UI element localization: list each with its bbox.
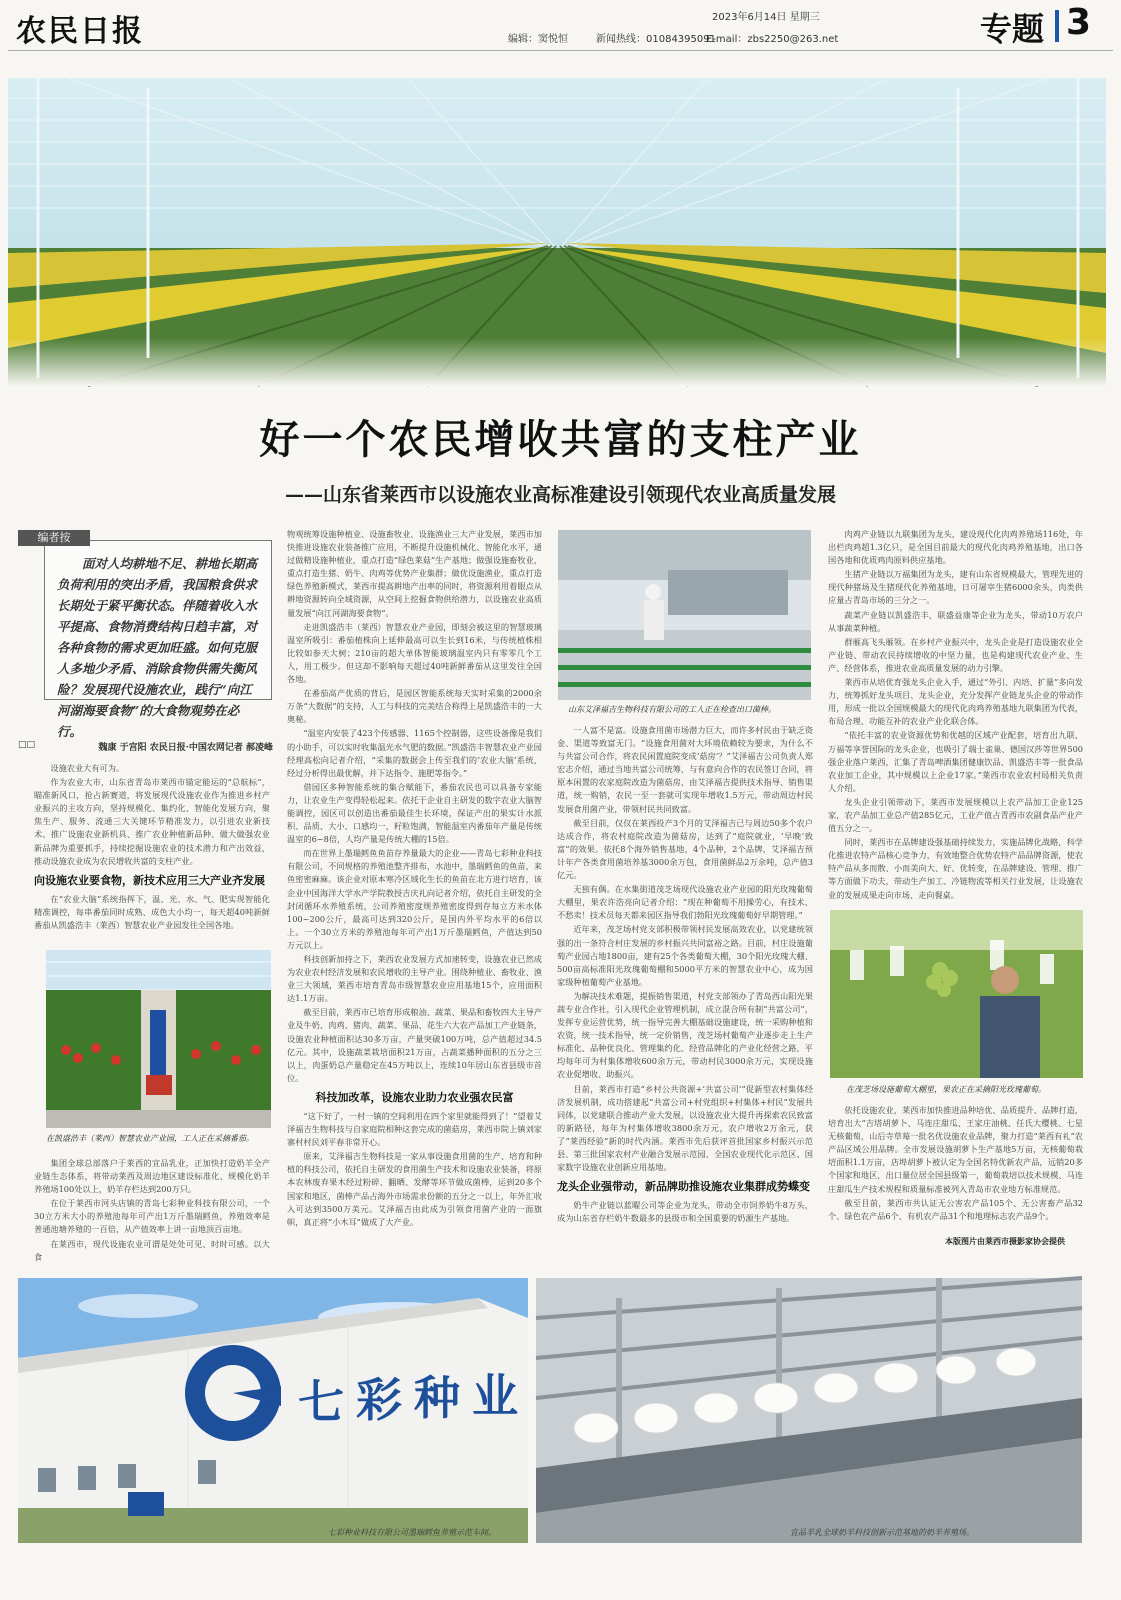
paragraph: 为解决技术难题，提振销售渠道，村党支部领办了青岛西山阳光果蔬专业合作社，引入现代企业管理机制，成立混合所有制“共富公司”，发挥专业运营优势，统一指导完善大棚基础设施建设，统一采购种植和农资，统一技术指导，统一定价销售，茂芝场村葡萄产业逐步走上生产标准化、品种优良化、管理集约化、经营品牌化的产业化经营之路，平均每年可为村集体增收600余万元，带动村民3000余万元，实现设施农业促增收、助振兴。 xyxy=(557,990,813,1080)
column-1-bottom xyxy=(34,1157,270,1262)
column-2 xyxy=(287,528,542,1246)
mushroom-factory-photo xyxy=(558,530,811,700)
paragraph: 目前，莱西市打造“乡村公共资源+‘共富公司’”促新型农村集体经济发展机制，成功搭建起“共富公司+村党组织+村集体+村民”发展共同体，以党建联合推动产业大发展，以设施农业大提升再探索农民致富的新路径，每年为村集体增收3800余万元，农户增收2万余元，获了“莱西经验”新的时代内涵。莱西市先后获评首批国家乡村振兴示范县、第三批国家农村产业融合发展示范园、全国农业现代化示范区、国家数字设施农业创新应用基地。 xyxy=(557,1083,813,1173)
main-headline: 好一个农民增收共富的支柱产业 xyxy=(259,416,862,463)
tomato-greenhouse-photo xyxy=(46,950,271,1128)
paragraph: 而在世界上墨瑞鳕鱼鱼苗存养量最大的企业——青岛七彩种业科技有限公司，不同规格的养殖池整齐排布，水池中，墨瑞鳕鱼的鱼苗，来鱼密密麻麻。该企业对原本寒冷区域化生长的鱼苗在北方进行培育，该企业中国海洋大学水产学院教授吉庆礼向记者介绍，依托自主研发的全封闭循环水养殖系统，公司养殖密度规养殖密度得到存每立方米水体100~200公斤，最高可达到320公斤，是国内外平均水平的6倍以上。一个30立方米的养殖池每年可产出1万斤墨瑞鳕鱼，产值达到50万元以上。 xyxy=(287,848,542,950)
paragraph: 肉鸡产业链以九联集团为龙头，建设现代化肉鸡养殖场116处，年出栏肉鸡超1.3亿只，是全国目前最大的现代化肉鸡养殖基地，出口各国各地和优质鸡肉原料供应基地。 xyxy=(828,529,1083,566)
building-sign-char: 彩 xyxy=(356,1373,402,1427)
subheading: 向设施农业要食物，新技术应用三大产业齐发展 xyxy=(34,873,265,887)
building-sign-char: 业 xyxy=(472,1369,518,1423)
paragraph: 截至目前，莱西市已培育形成粮油、蔬菜、果品和畜牧四大主导产业及牛奶、肉鸡、猪肉、蔬菜、果品、花生六大农产品加工产业链条，设施农业种植面积达30多万亩，产量突破100万吨，总产值超过34.5亿元。其中，设施蔬菜栽培面积21万亩，占蔬菜播种面积的五分之三以上，肉蛋奶总产量稳定在45万吨以上，连续10年居山东省县级市首位。 xyxy=(287,1007,542,1083)
photo-caption: 在凯盛浩丰（莱西）智慧农业产业园，工人正在采摘番茄。 xyxy=(46,1134,254,1143)
paragraph: “温室内安装了423个传感器、1165个控制器，这些设备像是我们的小助手，可以实时收集温光水气肥的数据。”凯盛浩丰智慧农业产业园经理高松向记者介绍，“采集的数据会上传至我们的‘农业大脑’系统，经过分析得出最优解，并下达指令、施肥等指令。” xyxy=(287,728,542,778)
photo-caption: 宜品羊乳全球奶羊科技创新示范基地的奶羊养殖场。 xyxy=(790,1528,974,1537)
paragraph: 龙头企业引领带动下，莱西市发展规模以上农产品加工企业125家，农产品加工业总产值285亿元，工业产值占青西市农副食品产业产值五分之一。 xyxy=(828,796,1083,834)
building-sign-char: 七 xyxy=(298,1375,344,1429)
paragraph: 蔬菜产业链以凯盛浩丰，联盛益康等企业为龙头，带动10万农户从事蔬菜种植。 xyxy=(828,609,1083,633)
paragraph: 群雁高飞头雁领。在乡村产业振兴中，龙头企业是打造设施农业全产业链、带动农民持续增收的中坚力量，也是构建现代农业产业、生产、经营体系，推进农业高质量发展的动力引擎。 xyxy=(828,636,1083,673)
paragraph: 作为农业大市，山东省青岛市莱西市锚定能运的“总航标”，瞄准新风口，抢占新赛道，将发展现代设施农业作为推进乡村产业振兴的主攻方向，坚持规模化、集约化、智能化发展方向，聚焦生产、服务、流通三大关键环节精准发力，以引进农业新技术、推广设施农业新机具、推广农业种植新品种、做大做强农业新品牌为重要抓手，持续挖掘设施农业的技术潜力和产出效益，推动设施农业成为农民增收共富的支柱产业。 xyxy=(34,777,270,866)
column-3 xyxy=(557,724,813,1247)
paragraph: 截至目前，莱西市共认证无公害农产品105个、无公害畜产品32个、绿色农产品6个、有机农产品31个和地理标志农产品9个。 xyxy=(828,1197,1083,1221)
paragraph: 原来，艾泽福吉生物科技是一家从事设施食用菌的生产、培育和种植的科技公司，依托自主研发的食用菌生产技术和设施农业装备，将原本农林废弃果木经过粉碎、翻晒、发酵等环节做成菌棒，运到20多个国家和地区，菌棒产品占海外市场需求份额的五分之一以上，年外汇收入可达到3500万美元。艾泽福吉由此成为引领食用菌产业的一面旗帜，真正将“小木耳”做成了大产业。 xyxy=(287,1151,542,1227)
paragraph: “依托丰富的农业资源优势和优越的区域产业配套，培育出九联、万福等享誉国际的龙头企业，也吸引了瑞士雀巢、德国汉莎等世界500强企业落户莱西，汇集了青岛啤酒集团健康饮品、凯盛浩丰等一批食品农业加工企业，其中规模以上企业17家。”莱西市农业农村局相关负责人介绍。 xyxy=(828,730,1083,793)
paragraph: 在莱西市，现代设施农业可谓是处处可见、时时可感。以大食 xyxy=(34,1238,270,1262)
paragraph: 集团全球总部落户于莱西的宜品乳业，正加快打造奶羊全产业链生态体系，将带动莱西及周边地区建设标准化、规模化奶羊养殖场100处以上，奶羊存栏达到200万只。 xyxy=(34,1158,270,1195)
editor-note-box xyxy=(44,540,272,739)
paragraph: 奶牛产业链以蓝曜公司等企业为龙头，带动全市饲养奶牛8万头，成为山东省存栏奶牛数最多的县级市和全国重要的奶源生产基地。 xyxy=(557,1200,813,1224)
paragraph: 设施农业大有可为。 xyxy=(50,763,125,773)
paragraph: 科技创新加持之下，莱西农业发展方式加速转变，设施农业已然成为农业农村经济发展和农民增收的主导产业。围绕种植业、畜牧业、渔业三大领域，莱西市培育青岛市级智慧农业应用基地15个，应用面积达1.1万亩。 xyxy=(287,954,542,1004)
paragraph: 无独有偶。在水集街道茂芝场现代设施农业产业园的阳光玫瑰葡萄大棚里，果农许浩亮向记者介绍：“现在种葡萄不用操劳心，有技术、不愁卖！技术员每天都来园区指导我们勃阳光玫瑰葡萄好早期管理。” xyxy=(557,884,813,921)
sub-headline: ——山东省莱西市以设施农业高标准建设引领现代农业高质量发展 xyxy=(284,484,836,506)
photo-caption: 山东艾泽福吉生物科技有限公司的工人正在检查出口菌棒。 xyxy=(568,705,776,714)
paragraph: 同时，莱西市在品牌建设强基础持续发力，实施品牌化战略，科学化推进农特产品核心竞争力，有效地整合优势农特产品品牌资源，使农特产品从多而散、小而美向大、好、优转变，在品牌建设、管理、推广等方面做下功夫，带动生产加工、冷链物流等相关行业发展，让设施农业的发展成果走向市场、走向餐桌。 xyxy=(828,837,1083,900)
email-address: E-mail：zbs2250@263.net xyxy=(706,34,839,45)
photo-caption: 在茂芝场设施葡萄大棚里，果农正在采摘阳光玫瑰葡萄。 xyxy=(846,1085,1046,1094)
grape-harvest-photo xyxy=(830,910,1083,1078)
byline-marker: □□ xyxy=(18,740,36,750)
page-number: 3 xyxy=(1066,2,1092,43)
subheading: 龙头企业强带动，新品牌助推设施农业集群成势蝶变 xyxy=(557,1180,810,1194)
editor-name: 编辑：窦悦恒 xyxy=(508,34,568,45)
paragraph: 走进凯盛浩丰（莱西）智慧农业产业园，即刻会被这里的智慧玻璃温室所吸引：番茄植株向上延伸最高可以生长到16米，与传统植株相比较如参天大树；210亩的超大单体智能玻璃温室内只有零零几个工人，用工极少。但这却不影响每天超过40吨新鲜番茄从这里发往全国各地。 xyxy=(287,621,542,685)
section-title: 专题 xyxy=(980,10,1045,48)
column-1-top xyxy=(34,762,270,942)
paragraph: 依托设施农业，莱西市加快推进品种培优、品质提升、品牌打造，培育出大“吉塔胡萝卜、马连庄甜瓜、王家庄油桃、任氏大樱桃、七星无核葡萄，山后寺草莓一批名优设施农业品牌，聚力打造“莱西有礼”农产品区域公用品牌。全市发展设施胡萝卜生产基地5万亩，无核葡萄栽培面积1.1万亩，店埠胡萝卜被认定为全国名特优新农产品，远销20多个国家和地区，出口量位居全国县级第一，葡萄栽培以技术规模、马连庄甜瓜生产技术规程和质量标准被列入青岛市农业地方标准规范。 xyxy=(828,1105,1083,1194)
paragraph: “这下好了，一村一镇的空间利用在四个家里就能得到了！”望着艾泽福吉生物科技与自家庭院相种这套完成的菌菇房，莱西市院上镇刘家寨村村民刘平春非常开心。 xyxy=(287,1110,542,1148)
building-sign-char: 种 xyxy=(414,1371,460,1425)
paragraph: 在位于莱西市河头店镇的青岛七彩种业科技有限公司，一个30立方米大小的养殖池每年可产出1万斤墨瑞鳕鱼，养殖效率是普通池塘养殖的一百倍，从产值效率上讲一亩地顶百亩地。 xyxy=(34,1198,270,1235)
hero-greenhouse-photo xyxy=(8,78,1106,386)
subheading: 科技加改革，设施农业助力农业强农民富 xyxy=(315,1090,514,1104)
paragraph: 近年来，茂芝场村党支部积极带领村民发展高效农业，以党建统领强的出一条符合村庄发展的乡村振兴共同富裕之路。目前，村庄设施葡萄产业园占地1800亩，建有25个各类葡萄大棚，30个阳光玫瑰大棚、500亩高标准阳光玫瑰葡萄棚和5000平方米的智慧农业中心，成为国家级种植葡萄产业基地。 xyxy=(557,924,813,987)
photo-credit: 本版图片由莱西市摄影家协会提供 xyxy=(945,1236,1065,1246)
byline-authors: 魏康 于宫阳 农民日报·中国农网记者 郝凌峰 xyxy=(98,743,273,753)
fish-farm-building-photo xyxy=(18,1278,528,1543)
photo-caption: 七彩种业科技有限公司墨瑞鳕鱼养殖示范车间。 xyxy=(328,1528,496,1537)
column-4-top xyxy=(828,528,1083,904)
issue-date: 2023年6月14日 星期三 xyxy=(712,12,820,23)
goat-farm-photo xyxy=(536,1278,1082,1543)
editor-note-text: 面对人均耕地不足、耕地长期高负荷利用的突出矛盾，我国粮食供求长期处于紧平衡状态。伴随着收入水平提高、食物消费结构日趋丰富，对各种食物的需求更加旺盛。如何克服人多地少矛盾、消除食物供需失衡风险？发展现代设施农业，践行“向江河湖海要食物”的大食物观势在必行。 xyxy=(57,556,258,739)
paragraph: 借园区多种智能系统的集合赋能下，番茄农民也可以具备专家能力，让农业生产变得轻松起来。依托于企业自主研发的数字农业大脑智能调控，园区可以创造出番茄最佳生长环境，保证产出的果实计水派积、品质、大小、口感均一，籽粒饱满，智能温室内番茄年产量是传统温室的6~8倍，人均产量是传统大棚的15倍。 xyxy=(287,781,542,845)
paragraph: 莱西市从培优育强龙头企业入手，通过“外引、内培、扩量”多向发力，统筹抓好龙头项目、龙头企业，充分发挥产业链龙头企业的带动作用，形成一批以全国规模最大的现代化肉鸡养殖基地九联集团为代表，布局合理、功能互补的农业产业化联合体。 xyxy=(828,677,1083,727)
column-4-bottom xyxy=(828,1104,1083,1234)
masthead-rule xyxy=(8,50,1113,51)
paragraph: 物观统筹设施种植业、设施畜牧业、设施渔业三大产业发展，莱西市加快推进设施农业装备推广应用，不断提升设施机械化、智能化水平，通过做精设施种植业，重点打造“绿色莱菇”生产基地；做强设施畜牧业，重点打造生猪、奶牛、肉鸡等优势产业集群；做优设施渔业，重点打造绿色养殖新模式，莱西市提高耕地产出率的同时，将资源利用着眼点从耕地资源转向全域资源，从空间上挖掘食物供给潜力，以设施农业高质量发展“向江河湖海要食物”。 xyxy=(287,529,542,618)
byline xyxy=(18,740,273,753)
paragraph: 在番茄高产优质的背后，是园区智能系统每天实时采集的2000余万条“大数据”的支持，人工与科技的完美结合称得上是凯盛浩丰的一大奥秘。 xyxy=(287,688,542,725)
paragraph: 截至目前，仅仅在莱西投产3个月的艾泽福吉已与周边50多个农户达成合作，将农村庭院改造为菌菇房，达到了“庭院就业，‘早晚’致富”的效果。依托8个海外销售基地，4个品种，2个品牌，艾泽福吉预计年产各类食用菌培养基3000余万包，食用菌鲜品2万余吨，总产值3亿元。 xyxy=(557,817,813,881)
section-divider xyxy=(1055,10,1059,42)
newspaper-logo: 农民日报 xyxy=(16,14,144,49)
paragraph: 生猪产业链以万福集团为龙头，建有山东省规模最大，管理先进的现代种猪场及生猪现代化养殖基地，日可屠宰生猪6000余头，肉类供应量占青岛市场的三分之一。 xyxy=(828,569,1083,606)
paragraph: 在“农业大脑”系统指挥下，温、光、水、气、肥实现智能化精准调控，每串番茄同时成熟、成色大小均一，每天超40吨新鲜番茄从凯盛浩丰（莱西）智慧农业产业园发往全国各地。 xyxy=(34,893,270,930)
editor-note-tag: 编者按 xyxy=(18,530,90,546)
paragraph: 一人富不是富。设施食用菌市场潜力巨大，而许多村民由于缺乏资金、渠道等致富无门。“设施食用菌对大环境依赖较为要求，为什么不与共富公司合作，将农民闲置庭院变成‘菇房’？”艾泽福吉公司负责人郑宏志介绍，通过当地共富公司统筹，与有意向合作的农民签订合同，将原本闲置的农家庭院改造为菌菇房，由艾泽福吉提供技术指导、销售渠道，统一购销，农民一至一套就可实现年增收1.5万元，带动周边村民发展食用菌产业，带领村民共同致富。 xyxy=(557,725,813,814)
news-hotline: 新闻热线：01084395091 xyxy=(596,34,716,45)
